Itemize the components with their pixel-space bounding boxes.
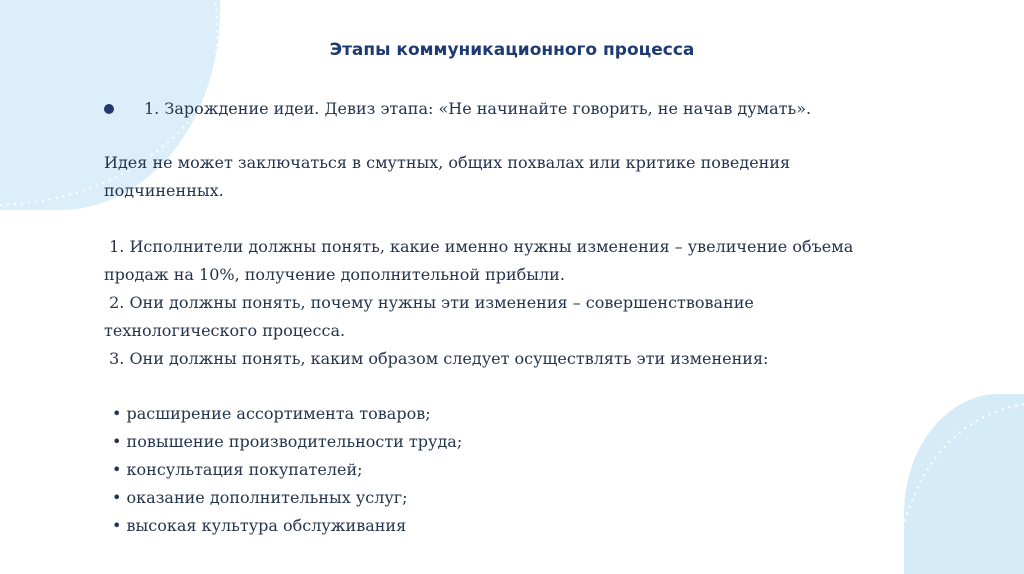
list-item: • высокая культура обслуживания [112, 516, 407, 535]
paragraph-line: подчиненных. [104, 181, 224, 200]
stage-bullet-text: 1. Зарождение идеи. Девиз этапа: «Не начинайте говорить, не начав думать». [144, 99, 812, 118]
bullet-dot-icon [104, 104, 114, 114]
list-item: • консультация покупателей; [112, 460, 363, 479]
idea-paragraph [104, 149, 904, 205]
list-item: • расширение ассортимента товаров; [112, 404, 431, 423]
step-3-line: 3. Они должны понять, каким образом следует осуществлять эти изменения: [104, 349, 769, 368]
paragraph-line: Идея не может заключаться в смутных, общих похвалах или критике поведения [104, 153, 791, 172]
steps-block [104, 233, 944, 373]
list-item: • оказание дополнительных услуг; [112, 488, 408, 507]
step-2-line-1: 2. Они должны понять, почему нужны эти изменения – совершенствование [104, 293, 754, 312]
list-item: • повышение производительности труда; [112, 432, 463, 451]
slide-title: Этапы коммуникационного процесса [329, 40, 695, 60]
stage-bullet [104, 95, 811, 123]
step-2-line-2: технологического процесса. [104, 321, 346, 340]
actions-list [112, 400, 812, 540]
step-1-line-2: продаж на 10%, получение дополнительной прибыли. [104, 265, 565, 284]
step-1-line-1: 1. Исполнители должны понять, какие именно нужны изменения – увеличение объема [104, 237, 854, 256]
